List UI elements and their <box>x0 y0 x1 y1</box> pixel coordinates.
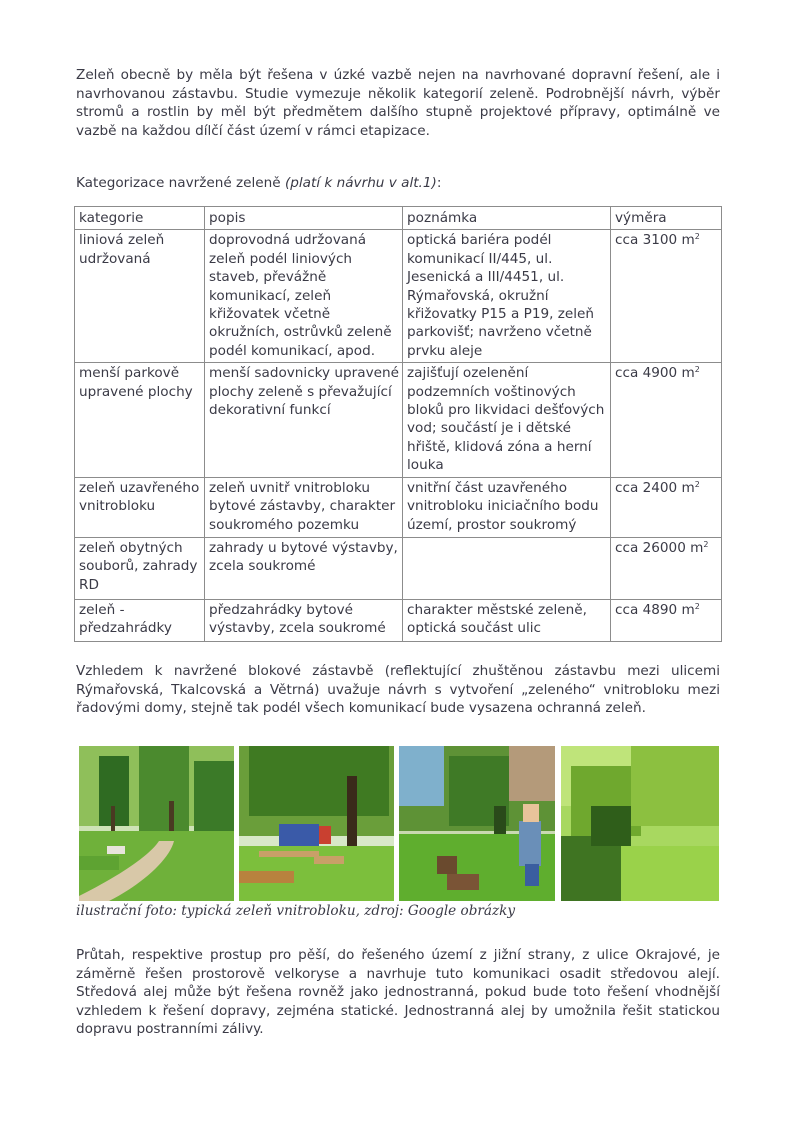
cell-kategorie: liniová zeleň udržovaná <box>75 230 205 363</box>
cell-poznamka <box>403 537 611 599</box>
table-heading-suffix: : <box>436 175 442 191</box>
cell-popis: doprovodná udržovaná zeleň podél liniových staveb, převážně komunikací, zeleň křižovatek včetně okružních, ostrůvků zeleně podél komunikací, apod. <box>205 230 403 363</box>
area-value: cca 26000 m <box>615 539 704 556</box>
cell-popis: menší sadovnicky upravené plochy zeleně s převažující dekorativní funkcí <box>205 363 403 477</box>
header-kategorie: kategorie <box>75 207 205 230</box>
table-row <box>75 230 722 363</box>
cell-vymera <box>611 363 722 477</box>
cell-poznamka: zajišťují ozelenění podzemních voštinových bloků pro likvidaci dešťových vod; součástí je i dětské hřiště, klidová zóna a herní louka <box>403 363 611 477</box>
photo-child-dog <box>399 746 555 901</box>
pedestrian-passage-paragraph: Průtah, respektive prostup pro pěší, do řešeného území z jižní strany, z ulice Okrajové, je záměrně řešen prostorově velkoryse a navrhuje tuto komunikaci osadit středovou alejí. Středová alej může být řešena rovněž jako jednostranná, pokud bude toto řešení vhodnější vzhledem k řešení dopravy, zejména statické. Jednostranná alej by umožnila řešit statickou dopravu postranními zálivy. <box>76 947 720 1037</box>
cell-popis: zahrady u bytové výstavby, zcela soukromé <box>205 537 403 599</box>
area-value: cca 4890 m <box>615 601 695 618</box>
cell-popis: zeleň uvnitř vnitrobloku bytové zástavby, charakter soukromého pozemku <box>205 477 403 537</box>
cell-kategorie: zeleň uzavřeného vnitrobloku <box>75 477 205 537</box>
table-row <box>75 599 722 641</box>
table-header-row <box>75 207 722 230</box>
area-value: cca 2400 m <box>615 479 695 496</box>
photo-caption: ilustrační foto: typická zeleň vnitrobloku, zdroj: Google obrázky <box>76 903 516 919</box>
intro-paragraph: Zeleň obecně by měla být řešena v úzké vazbě nejen na navrhované dopravní řešení, ale i navrhovanou zástavbu. Studie vymezuje několik kategorií zeleně. Podrobnější návrh, výběr stromů a rostlin by měl být předmětem dalšího stupně projektové přípravy, optimálně ve vazbě na každou dílčí část území v rámci etapizace. <box>76 67 720 139</box>
table-row <box>75 363 722 477</box>
block-development-paragraph: Vzhledem k navržené blokové zástavbě (reflektující zhuštěnou zástavbu mezi ulicemi Rýmařovská, Tkalcovská a Větrná) uvažuje návrh s vytvoření „zeleného“ vnitrobloku mezi řadovými domy, stejně tak podél všech komunikací bude vysazena ochranná zeleň. <box>76 663 720 716</box>
photo-foliage <box>561 746 719 901</box>
cell-vymera <box>611 230 722 363</box>
cell-popis: předzahrádky bytové výstavby, zcela soukromé <box>205 599 403 641</box>
area-unit-sup: 2 <box>694 479 700 489</box>
cell-vymera <box>611 537 722 599</box>
table-heading-note: (platí k návrhu v alt.1) <box>284 175 437 191</box>
area-unit-sup: 2 <box>694 365 700 375</box>
cell-kategorie: zeleň - předzahrádky <box>75 599 205 641</box>
cell-vymera <box>611 477 722 537</box>
photo-playground <box>239 746 394 901</box>
area-unit-sup: 2 <box>703 539 709 549</box>
table-row <box>75 537 722 599</box>
cell-poznamka: vnitřní část uzavřeného vnitrobloku iniciačního bodu území, prostor soukromý <box>403 477 611 537</box>
cell-poznamka: optická bariéra podél komunikací II/445, ul. Jesenická a III/4451, ul. Rýmařovská, okružní křižovatky P15 a P19, zeleň parkovišť; navrženo včetně prvku aleje <box>403 230 611 363</box>
area-value: cca 3100 m <box>615 232 695 249</box>
photo-park-path <box>79 746 234 901</box>
greenery-table <box>74 206 722 642</box>
header-vymera: výměra <box>611 207 722 230</box>
cell-kategorie: menší parkově upravené plochy <box>75 363 205 477</box>
cell-kategorie: zeleň obytných souborů, zahrady RD <box>75 537 205 599</box>
table-heading-text: Kategorizace navržené zeleně <box>76 175 285 191</box>
area-unit-sup: 2 <box>694 601 700 611</box>
cell-vymera <box>611 599 722 641</box>
illustration-photos <box>79 746 719 901</box>
area-value: cca 4900 m <box>615 365 695 382</box>
cell-poznamka: charakter městské zeleně, optická součást ulic <box>403 599 611 641</box>
header-popis: popis <box>205 207 403 230</box>
header-poznamka: poznámka <box>403 207 611 230</box>
table-heading <box>76 174 720 193</box>
area-unit-sup: 2 <box>694 232 700 242</box>
table-row <box>75 477 722 537</box>
